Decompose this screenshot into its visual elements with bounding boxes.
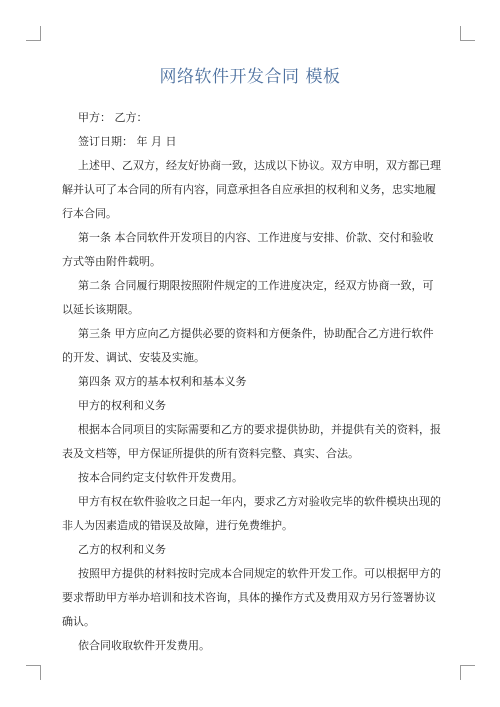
article-1: 第一条 本合同软件开发项目的内容、工作进度与安排、价款、交付和验收方式等由附件载明。: [62, 231, 434, 268]
crop-mark-bottom-left: [26, 665, 41, 680]
crop-mark-top-left: [26, 26, 41, 41]
sign-date-line: 签订日期： 年 月 日: [78, 135, 177, 148]
party-line: 甲方： 乙方：: [78, 111, 148, 124]
preamble-paragraph: 上述甲、乙双方，经友好协商一致，达成以下协议。双方申明，双方都已理解并认可了本合同的所有内容，同意承担各自应承担的权利和义务，忠实地履行本合同。: [62, 159, 441, 220]
article-3: 第三条 甲方应向乙方提供必要的资料和方便条件，协助配合乙方进行软件的开发、调试、安装及实施。: [62, 327, 434, 364]
party-a-rights-heading: 甲方的权利和义务: [78, 399, 166, 412]
article-4-heading: 第四条 双方的基本权利和基本义务: [78, 375, 247, 388]
party-b-rights-heading: 乙方的权利和义务: [78, 543, 166, 556]
article-2: 第二条 合同履行期限按照附件规定的工作进度决定，经双方协商一致，可以延长该期限。: [62, 279, 434, 316]
party-b-clause-1: 按照甲方提供的材料按时完成本合同规定的软件开发工作。可以根据甲方的要求帮助甲方举办培训和技术咨询，具体的操作方式及费用双方另行签署协议确认。: [62, 567, 441, 628]
party-a-clause-3: 甲方有权在软件验收之日起一年内，要求乙方对验收完毕的软件模块出现的非人为因素造成的错误及故障，进行免费维护。: [62, 495, 441, 532]
party-a-clause-2: 按本合同约定支付软件开发费用。: [78, 471, 243, 484]
party-b-clause-2: 依合同收取软件开发费用。: [78, 639, 210, 652]
document-title: 网络软件开发合同 模板: [159, 67, 341, 87]
crop-mark-bottom-right: [460, 665, 475, 680]
document-body: [62, 106, 442, 658]
party-a-clause-1: 根据本合同项目的实际需要和乙方的要求提供协助，并提供有关的资料，报表及文档等，甲方保证所提供的所有资料完整、真实、合法。: [62, 423, 441, 460]
crop-mark-top-right: [460, 26, 475, 41]
